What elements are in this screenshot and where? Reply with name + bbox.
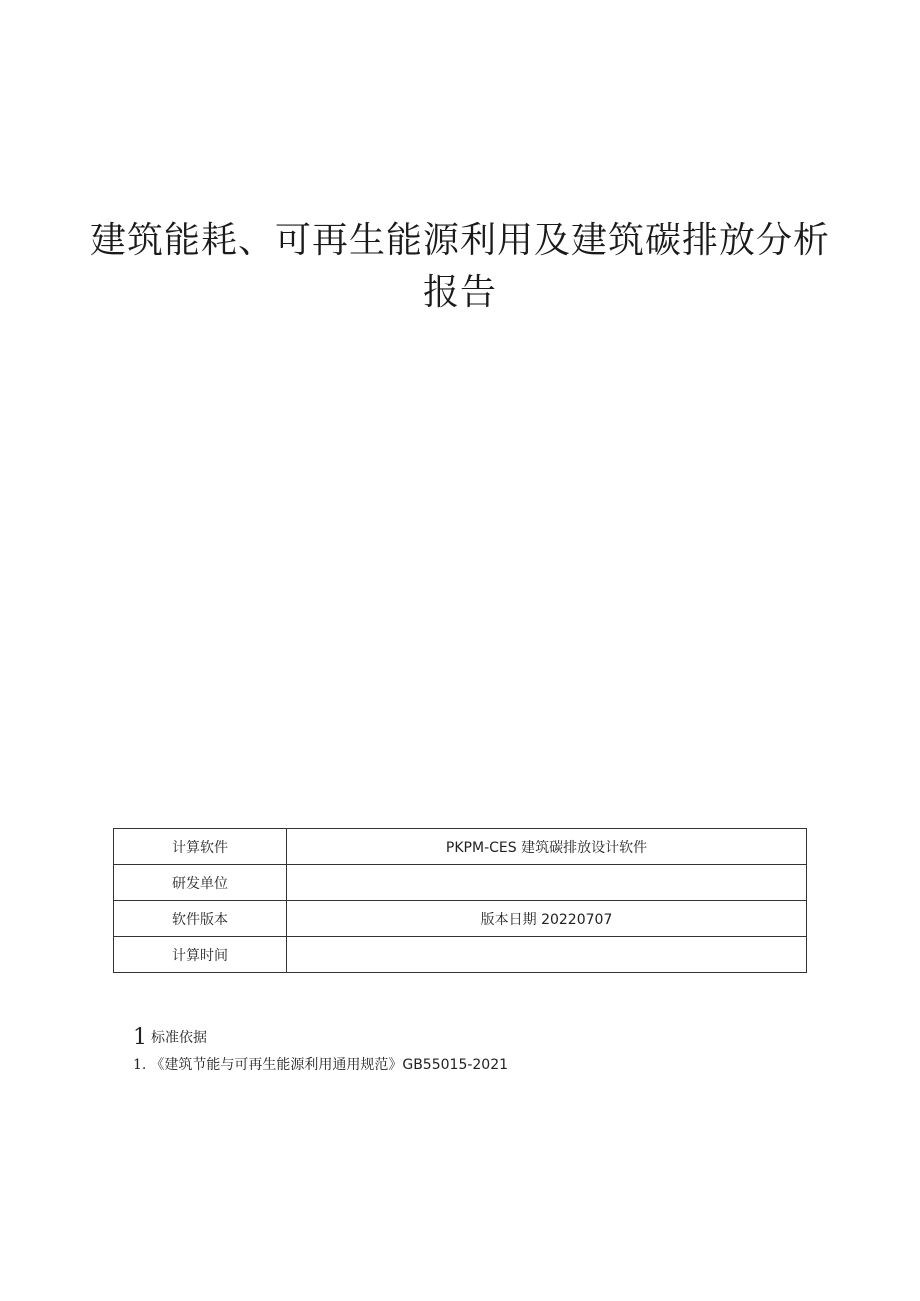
software-info-table: [113, 828, 807, 973]
row-label-calc-time: 计算时间: [114, 937, 287, 973]
reference-item: [133, 1055, 508, 1075]
row-value-software: PKPM-CES 建筑碳排放设计软件: [287, 829, 807, 865]
reference-number: 1.: [133, 1057, 147, 1073]
row-label-software: 计算软件: [114, 829, 287, 865]
row-value-calc-time: [287, 937, 807, 973]
report-title-line-1: 建筑能耗、可再生能源利用及建筑碳排放分析: [89, 220, 830, 261]
section-number: 1: [133, 1025, 147, 1050]
reference-text: 《建筑节能与可再生能源利用通用规范》GB55015-2021: [150, 1057, 509, 1073]
row-label-developer: 研发单位: [114, 865, 287, 901]
row-value-version: 版本日期 20220707: [287, 901, 807, 937]
section-heading: [133, 1026, 207, 1050]
table-row: [114, 865, 807, 901]
row-label-version: 软件版本: [114, 901, 287, 937]
table-row: [114, 937, 807, 973]
table-row: [114, 829, 807, 865]
report-title-line-2: 报告: [422, 272, 497, 313]
table-row: [114, 901, 807, 937]
row-value-developer: [287, 865, 807, 901]
section-title: 标准依据: [151, 1030, 207, 1046]
